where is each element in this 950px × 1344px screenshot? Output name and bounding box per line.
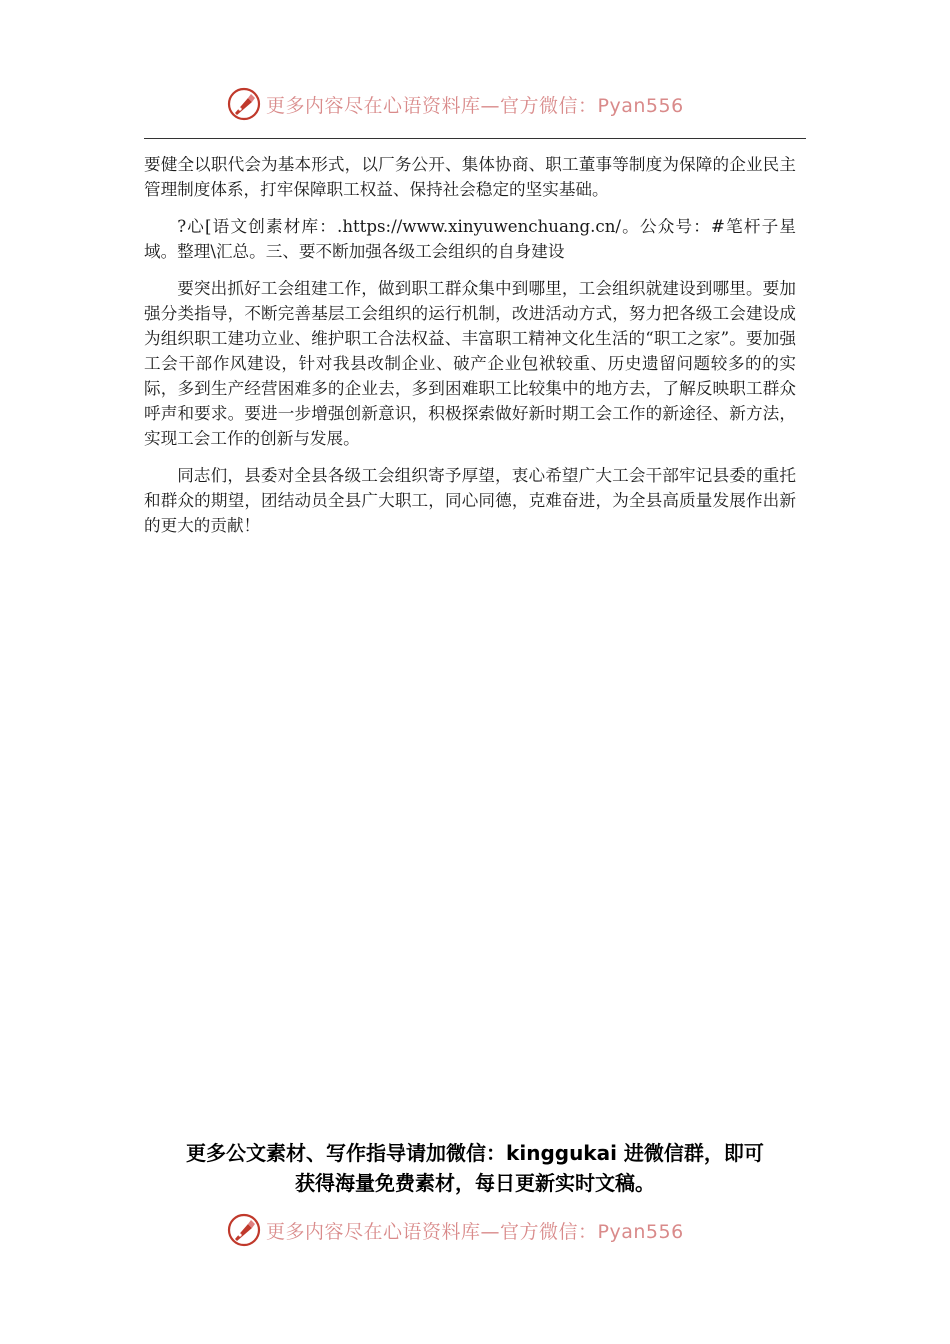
paragraph-3: 要突出抓好工会组建工作，做到职工群众集中到哪里，工会组织就建设到哪里。要加强分类指导，不断完善基层工会组织的运行机制，改进活动方式，努力把各级工会建设成为组织职工建功立业、维护职工合法权益、丰富职工精神文化生活的“职工之家”。要加强工会干部作风建设，针对我县改制企业、破产企业包袱较重、历史遗留问题较多的的实际，多到生产经营困难多的企业去，多到困难职工比较集中的地方去，了解反映职工群众呼声和要求。要进一步增强创新意识，积极探索做好新时期工会工作的新途径、新方法，实现工会工作的创新与发展。 [144,279,796,448]
paragraph-4: 同志们，县委对全县各级工会组织寄予厚望，衷心希望广大工会干部牢记县委的重托和群众的期望，团结动员全县广大职工，同心同德，克难奋进，为全县高质量发展作出新的更大的贡献！ [144,466,796,535]
footer-banner [226,1210,726,1250]
promo-line-2: 获得海量免费素材，每日更新实时文稿。 [295,1171,655,1195]
header-banner-text: 更多内容尽在心语资料库—官方微信：Pyan556 [266,94,684,117]
pen-nib-logo-icon [226,86,262,122]
header-banner [226,84,726,124]
document-body [144,152,796,550]
promo-text [140,1138,810,1198]
footer-banner-text: 更多内容尽在心语资料库—官方微信：Pyan556 [266,1220,684,1243]
promo-line-1: 更多公文素材、写作指导请加微信：kinggukai 进微信群，即可 [186,1141,764,1165]
paragraph-1: 要健全以职代会为基本形式，以厂务公开、集体协商、职工董事等制度为保障的企业民主管理制度体系，打牢保障职工权益、保持社会稳定的坚实基础。 [144,155,796,199]
pen-nib-logo-icon [226,1212,262,1248]
header-divider [144,138,806,139]
paragraph-2: ?心[语文创素材库：.https://www.xinyuwenchuang.cn/。公众号：#笔杆子星域。整理\汇总。三、要不断加强各级工会组织的自身建设 [144,217,796,261]
